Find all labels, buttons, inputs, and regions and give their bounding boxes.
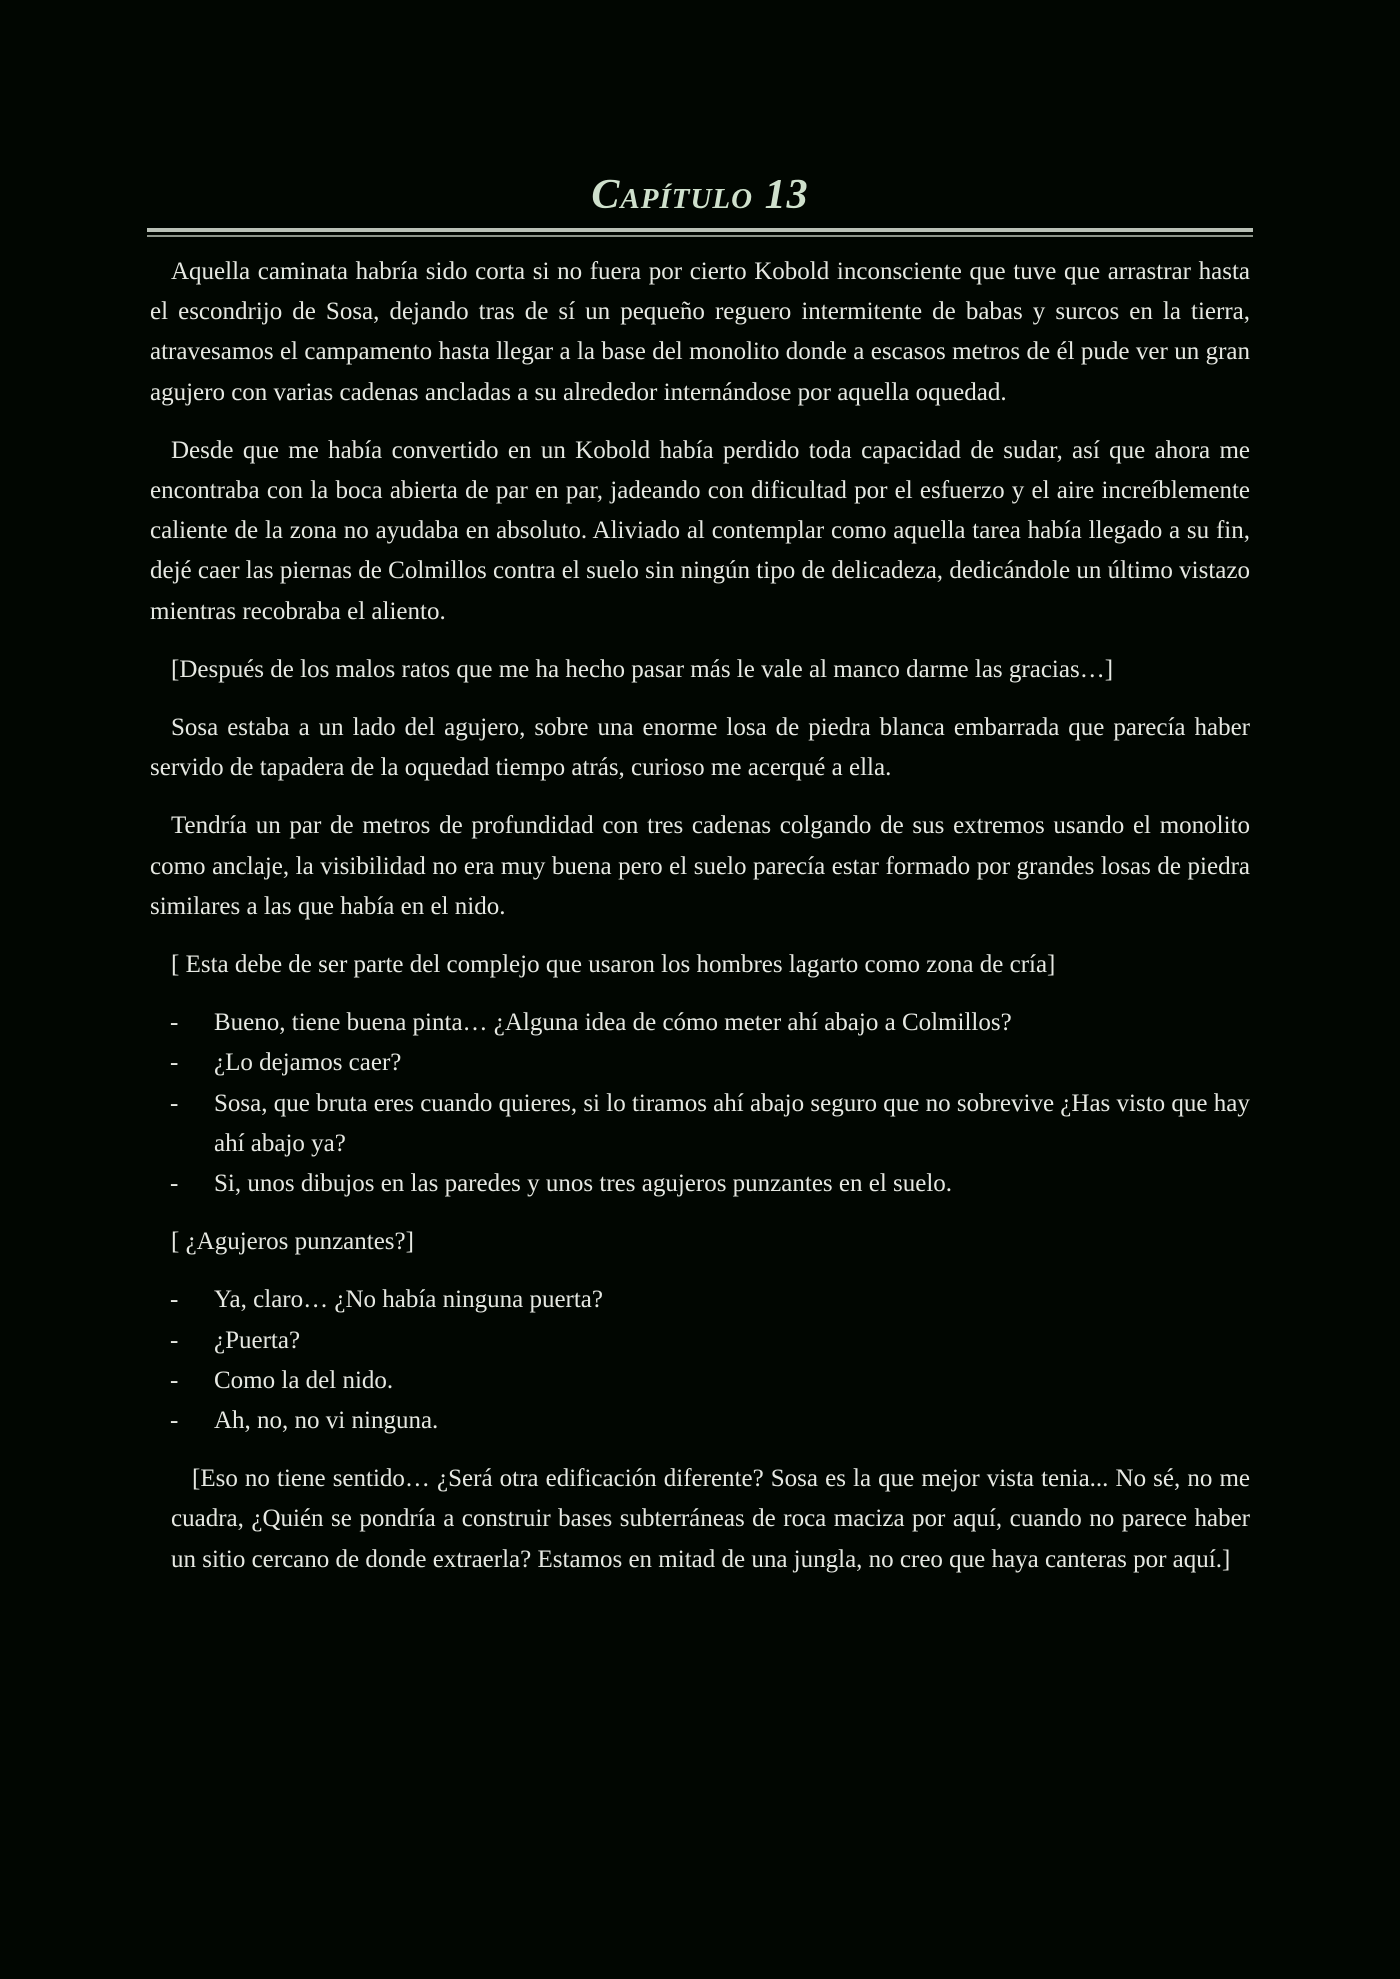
chapter-title: Capítulo 13 bbox=[591, 172, 809, 218]
dialog-line bbox=[150, 1361, 1250, 1401]
dialog-dash: - bbox=[170, 1009, 179, 1037]
dialog-text: ¿Puerta? bbox=[214, 1326, 301, 1354]
dialog-line bbox=[150, 1164, 1250, 1204]
dialog-dash: - bbox=[170, 1286, 179, 1314]
dialog-text: Ya, claro… ¿No había ninguna puerta? bbox=[214, 1286, 604, 1314]
dialog-text: Si, unos dibujos en las paredes y unos tres agujeros punzantes en el suelo. bbox=[214, 1170, 953, 1198]
chapter-body bbox=[150, 252, 1250, 1598]
dialog-dash: - bbox=[170, 1170, 179, 1198]
dialog-dash: - bbox=[170, 1049, 179, 1077]
thought-4: [Eso no tiene sentido… ¿Será otra edificación diferente? Sosa es la que mejor vista tenia... No sé, no me cuadra, ¿Quién se pondría a construir bases subterráneas de roca maciza por aquí, cuando no parece haber un sitio cercano de donde extraerla? Estamos en mitad de una jungla, no creo que haya canteras por aquí.] bbox=[171, 1465, 1250, 1573]
thought-1: [Después de los malos ratos que me ha hecho pasar más le vale al manco darme las gracias…] bbox=[171, 655, 1114, 683]
dialog-line bbox=[150, 1043, 1250, 1083]
dialog-text: Bueno, tiene buena pinta… ¿Alguna idea de cómo meter ahí abajo a Colmillos? bbox=[214, 1009, 1012, 1037]
dialog-block-2 bbox=[150, 1280, 1250, 1441]
paragraph-2: Desde que me había convertido en un Kobold había perdido toda capacidad de sudar, así que ahora me encontraba con la boca abierta de par en par, jadeando con dificultad por el esfuerzo y el aire increíblemente caliente de la zona no ayudaba en absoluto. Aliviado al contemplar como aquella tarea había llegado a su fin, dejé caer las piernas de Colmillos contra el suelo sin ningún tipo de delicadeza, dedicándole un último vistazo mientras recobraba el aliento. bbox=[150, 436, 1250, 625]
dialog-dash: - bbox=[170, 1366, 179, 1394]
dialog-text: ¿Lo dejamos caer? bbox=[214, 1049, 402, 1077]
dialog-line bbox=[150, 1084, 1250, 1164]
dialog-dash: - bbox=[170, 1089, 179, 1117]
paragraph-1: Aquella caminata habría sido corta si no fuera por cierto Kobold inconsciente que tuve que arrastrar hasta el escondrijo de Sosa, dejando tras de sí un pequeño reguero intermitente de babas y surcos en la tierra, atravesamos el campamento hasta llegar a la base del monolito donde a escasos metros de él pude ver un gran agujero con varias cadenas ancladas a su alrededor internándose por aquella oquedad. bbox=[150, 258, 1250, 406]
dialog-dash: - bbox=[170, 1326, 179, 1354]
paragraph-3: Sosa estaba a un lado del agujero, sobre una enorme losa de piedra blanca embarrada que parecía haber servido de tapadera de la oquedad tiempo atrás, curioso me acerqué a ella. bbox=[150, 714, 1250, 782]
thought-2: [ Esta debe de ser parte del complejo que usaron los hombres lagarto como zona de cría] bbox=[171, 951, 1056, 979]
dialog-text: Ah, no, no vi ninguna. bbox=[214, 1407, 439, 1435]
dialog-block-1 bbox=[150, 1003, 1250, 1204]
dialog-line bbox=[150, 1003, 1250, 1043]
title-rule-thin bbox=[147, 235, 1253, 237]
dialog-line bbox=[150, 1280, 1250, 1320]
dialog-line bbox=[150, 1321, 1250, 1361]
title-rule-thick bbox=[147, 228, 1253, 232]
thought-3: [ ¿Agujeros punzantes?] bbox=[171, 1228, 414, 1256]
dialog-line bbox=[150, 1401, 1250, 1441]
dialog-text: Sosa, que bruta eres cuando quieres, si lo tiramos ahí abajo seguro que no sobrevive ¿Has visto que hay ahí abajo ya? bbox=[214, 1089, 1250, 1157]
dialog-dash: - bbox=[170, 1407, 179, 1435]
dialog-text: Como la del nido. bbox=[214, 1366, 394, 1394]
paragraph-4: Tendría un par de metros de profundidad con tres cadenas colgando de sus extremos usando el monolito como anclaje, la visibilidad no era muy buena pero el suelo parecía estar formado por grandes losas de piedra similares a las que había en el nido. bbox=[150, 812, 1250, 920]
